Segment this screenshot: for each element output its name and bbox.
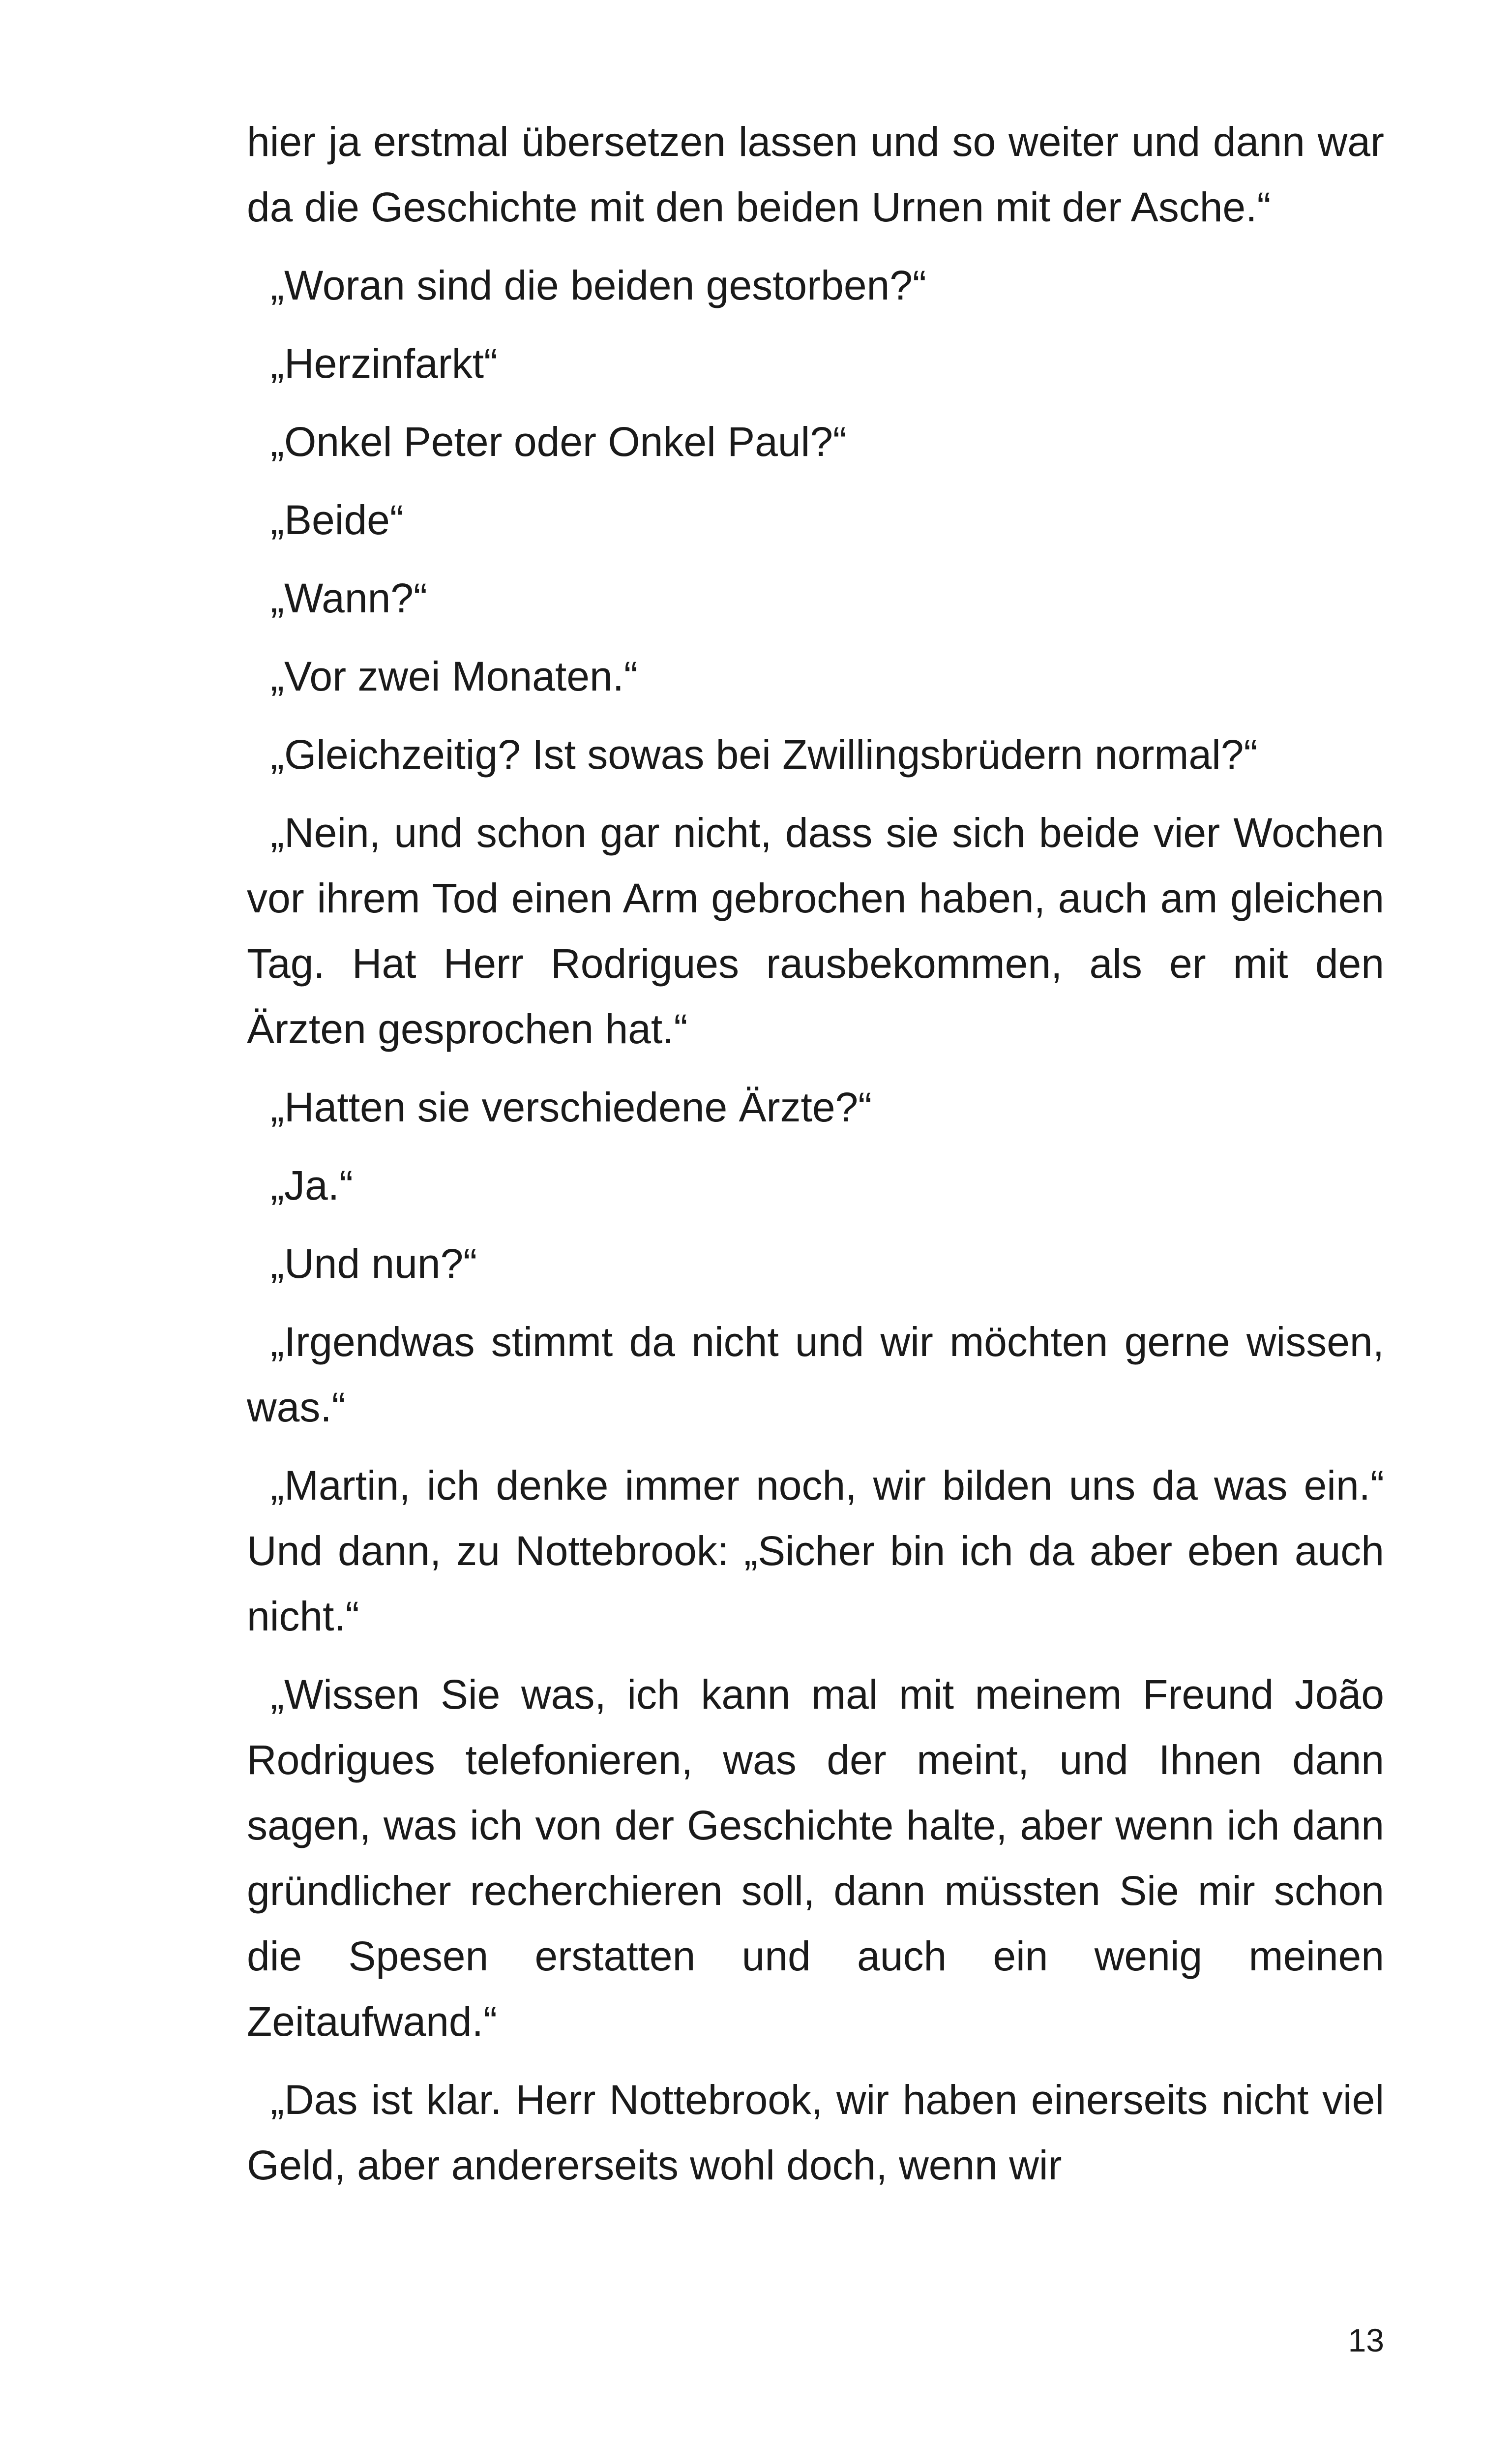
- paragraph: „Hatten sie verschiedene Ärzte?“: [270, 1084, 872, 1130]
- paragraph: „Irgendwas stimmt da nicht und wir möchten gerne wissen, was.“: [247, 1319, 1384, 1430]
- paragraph: „Wissen Sie was, ich kann mal mit meinem Freund João Rodrigues telefonieren, was der meint, und Ihnen dann sagen, was ich von der Geschichte halte, aber wenn ich dann gründlicher recherchieren soll, dann müssten Sie mir schon die Spesen erstatten und auch ein wenig meinen Zeitaufwand.“: [247, 1671, 1384, 2045]
- paragraph: „Beide“: [270, 497, 404, 543]
- page-number: 13: [1348, 2322, 1384, 2358]
- paragraph: „Gleichzeitig? Ist sowas bei Zwillingsbrüdern normal?“: [270, 731, 1258, 778]
- paragraph: „Das ist klar. Herr Nottebrook, wir haben einerseits nicht viel Geld, aber andererseits wohl doch, wenn wir: [247, 2077, 1384, 2188]
- paragraph: „Und nun?“: [270, 1240, 477, 1287]
- paragraph: hier ja erstmal übersetzen lassen und so weiter und dann war da die Geschichte mit den beiden Urnen mit der Asche.“: [247, 119, 1384, 230]
- paragraph: „Herzinfarkt“: [270, 340, 498, 387]
- paragraph: „Woran sind die beiden gestorben?“: [270, 262, 926, 308]
- paragraph: „Wann?“: [270, 575, 427, 621]
- paragraph: „Onkel Peter oder Onkel Paul?“: [270, 419, 847, 465]
- paragraph: „Martin, ich denke immer noch, wir bilden uns da was ein.“ Und dann, zu Nottebrook: „Sicher bin ich da aber eben auch nicht.“: [247, 1462, 1384, 1639]
- body-text: [247, 109, 1384, 2211]
- paragraph: „Nein, und schon gar nicht, dass sie sich beide vier Wochen vor ihrem Tod einen Arm gebrochen haben, auch am gleichen Tag. Hat Herr Rodrigues rausbekommen, als er mit den Ärzten gesprochen hat.“: [247, 810, 1384, 1052]
- paragraph: „Ja.“: [270, 1162, 353, 1208]
- paragraph: „Vor zwei Monaten.“: [270, 653, 638, 699]
